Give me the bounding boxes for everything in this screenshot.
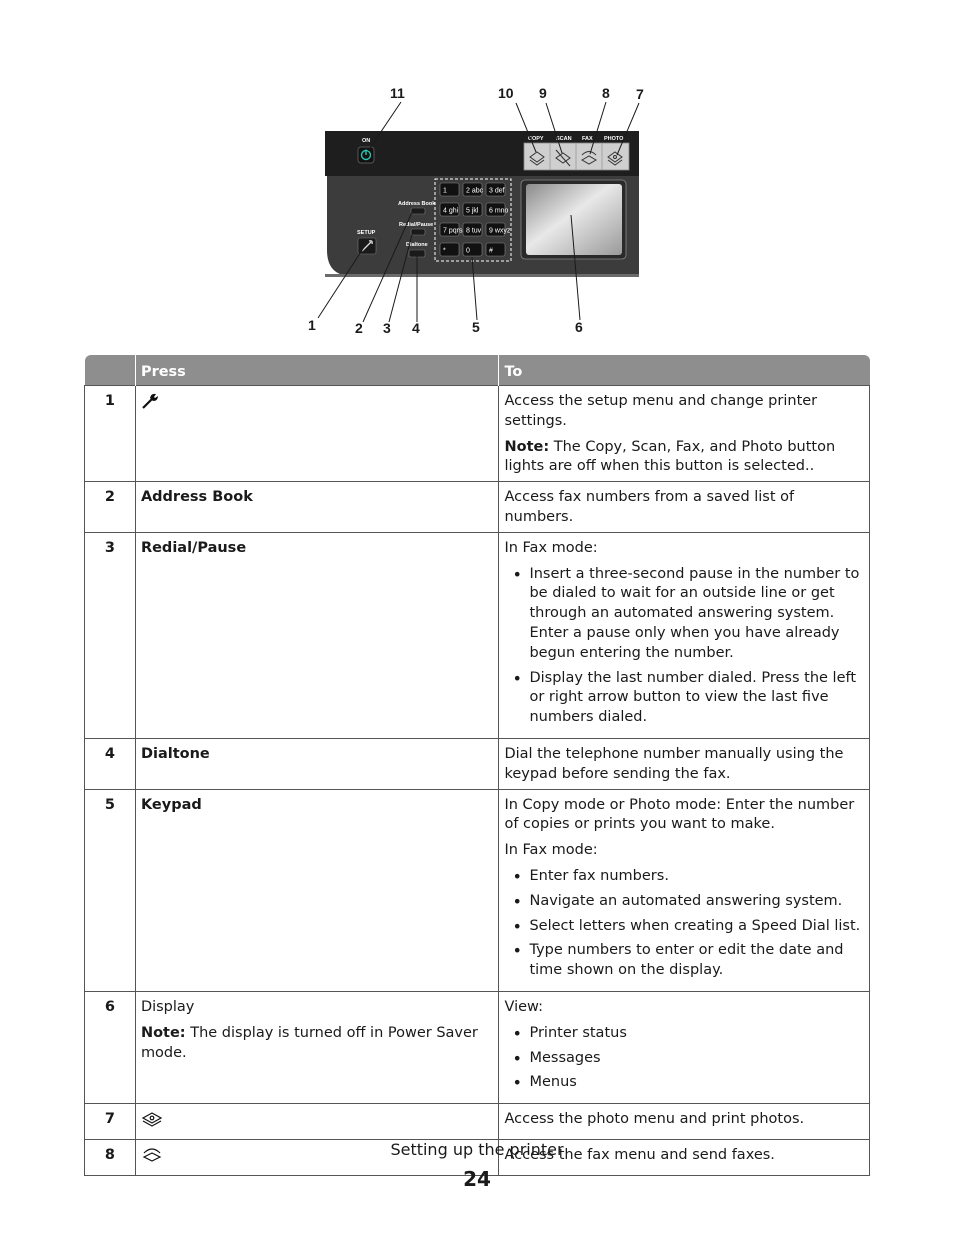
row-number: 4 xyxy=(85,738,136,789)
keypad-key-label: 0 xyxy=(466,247,470,255)
row-to xyxy=(499,991,870,1103)
table-header-row xyxy=(85,355,870,386)
keypad-key-label: 3 def xyxy=(489,187,505,195)
keypad-key-label: 2 abc xyxy=(466,187,484,195)
row-to xyxy=(499,532,870,738)
callout-7: 7 xyxy=(636,86,644,102)
row-to-intro: View: xyxy=(504,998,543,1015)
list-item: • Menus xyxy=(504,1073,864,1093)
setup-label: SETUP xyxy=(357,230,376,236)
row-to-text: Access the setup menu and change printer settings. xyxy=(504,393,818,429)
row-note xyxy=(141,1024,494,1064)
header-number xyxy=(85,355,136,386)
row-to-text: Access the photo menu and print photos. xyxy=(499,1104,870,1140)
row-press xyxy=(135,991,499,1103)
callout-3: 3 xyxy=(383,320,391,336)
keypad-key-label: 9 wxyz xyxy=(489,227,511,235)
keypad-key-label: * xyxy=(443,247,446,255)
row-to xyxy=(499,386,870,482)
row-press xyxy=(135,1104,499,1140)
row-note xyxy=(504,438,864,478)
note-label: Note: xyxy=(140,1024,186,1041)
list-item: • Navigate an automated answering system. xyxy=(504,892,864,912)
list-item: • Messages xyxy=(504,1049,864,1069)
table-row xyxy=(85,1104,870,1140)
header-to: To xyxy=(499,355,870,386)
row-press: Address Book xyxy=(135,482,499,533)
table-row xyxy=(85,789,870,991)
row-to xyxy=(499,789,870,991)
wrench-icon xyxy=(141,392,159,417)
row-number: 3 xyxy=(85,532,136,738)
callout-8: 8 xyxy=(602,85,610,101)
photo-label: PHOTO xyxy=(604,136,624,142)
list-item: • Select letters when creating a Speed Dial list. xyxy=(504,917,864,937)
table-row xyxy=(85,991,870,1103)
keypad-key-label: # xyxy=(489,247,493,255)
row-to-text: In Copy mode or Photo mode: Enter the number of copies or prints you want to make. xyxy=(504,796,855,833)
table-row xyxy=(85,482,870,533)
dialtone-label: Dialtone xyxy=(406,242,428,248)
callout-2: 2 xyxy=(355,320,363,336)
list-item: • Printer status xyxy=(504,1024,864,1044)
callout-10: 10 xyxy=(498,85,514,101)
row-press-text: Display xyxy=(140,998,195,1015)
list-item: • Type numbers to enter or edit the date and time shown on the display. xyxy=(504,941,864,981)
callout-6: 6 xyxy=(575,319,583,335)
note-text: The display is turned off in Power Saver mode. xyxy=(140,1024,478,1061)
row-to-text: Access fax numbers from a saved list of numbers. xyxy=(499,482,870,533)
scan-label: SCAN xyxy=(556,136,572,142)
keypad-key-label: 5 jkl xyxy=(466,207,479,215)
row-to-text: Dial the telephone number manually using the keypad before sending the fax. xyxy=(499,738,870,789)
bullet-list xyxy=(504,565,864,728)
row-press: Dialtone xyxy=(135,738,499,789)
row-press: Redial/Pause xyxy=(135,532,499,738)
row-to-intro: In Fax mode: xyxy=(504,539,598,556)
on-label: ON xyxy=(362,138,371,144)
header-press: Press xyxy=(135,355,499,386)
list-item: • Insert a three-second pause in the number to be dialed to wait for an outside line or get through an automated answering system. Enter a pause only when you have already begun entering the number. xyxy=(504,565,864,664)
table-row xyxy=(85,532,870,738)
button-reference-table xyxy=(84,355,870,1176)
copy-label: COPY xyxy=(528,136,544,142)
keypad-key-label: 8 tuv xyxy=(466,227,482,235)
callout-9: 9 xyxy=(539,85,547,101)
row-to-intro: In Fax mode: xyxy=(504,842,598,859)
callout-4: 4 xyxy=(412,320,420,336)
callout-5: 5 xyxy=(472,319,480,335)
bullet-list xyxy=(504,867,864,981)
fax-label: FAX xyxy=(582,136,593,142)
row-press: Keypad xyxy=(135,789,499,991)
photo-icon xyxy=(141,1110,163,1135)
row-number: 5 xyxy=(85,789,136,991)
list-item: • Display the last number dialed. Press the left or right arrow button to view the last five numbers dialed. xyxy=(504,669,864,728)
keypad-key-label: 1 xyxy=(443,187,447,195)
keypad-key-label: 6 mno xyxy=(489,207,509,215)
callout-1: 1 xyxy=(308,317,316,333)
row-number: 7 xyxy=(85,1104,136,1140)
table-row xyxy=(85,386,870,482)
row-number: 6 xyxy=(85,991,136,1103)
keypad-key-label: 4 ghi xyxy=(443,207,459,215)
address-book-label: Address Book xyxy=(398,201,436,207)
page-number: 24 xyxy=(463,1167,491,1191)
bullet-list xyxy=(504,1024,864,1093)
control-panel-figure xyxy=(0,0,954,345)
row-number: 1 xyxy=(85,386,136,482)
redial-pause-label: Redial/Pause xyxy=(399,222,434,228)
row-number: 2 xyxy=(85,482,136,533)
note-label: Note: xyxy=(504,438,550,455)
table-row xyxy=(85,738,870,789)
list-item: • Enter fax numbers. xyxy=(504,867,864,887)
keypad-key-label: 7 pqrs xyxy=(443,227,463,235)
callout-11: 11 xyxy=(390,85,405,101)
row-press xyxy=(135,386,499,482)
row-number: 8 xyxy=(85,1139,136,1175)
note-text: The Copy, Scan, Fax, and Photo button lights are off when this button is selected.. xyxy=(504,438,836,475)
section-title: Setting up the printer xyxy=(390,1140,564,1159)
row-to-text: Access the fax menu and send faxes. xyxy=(499,1139,870,1175)
